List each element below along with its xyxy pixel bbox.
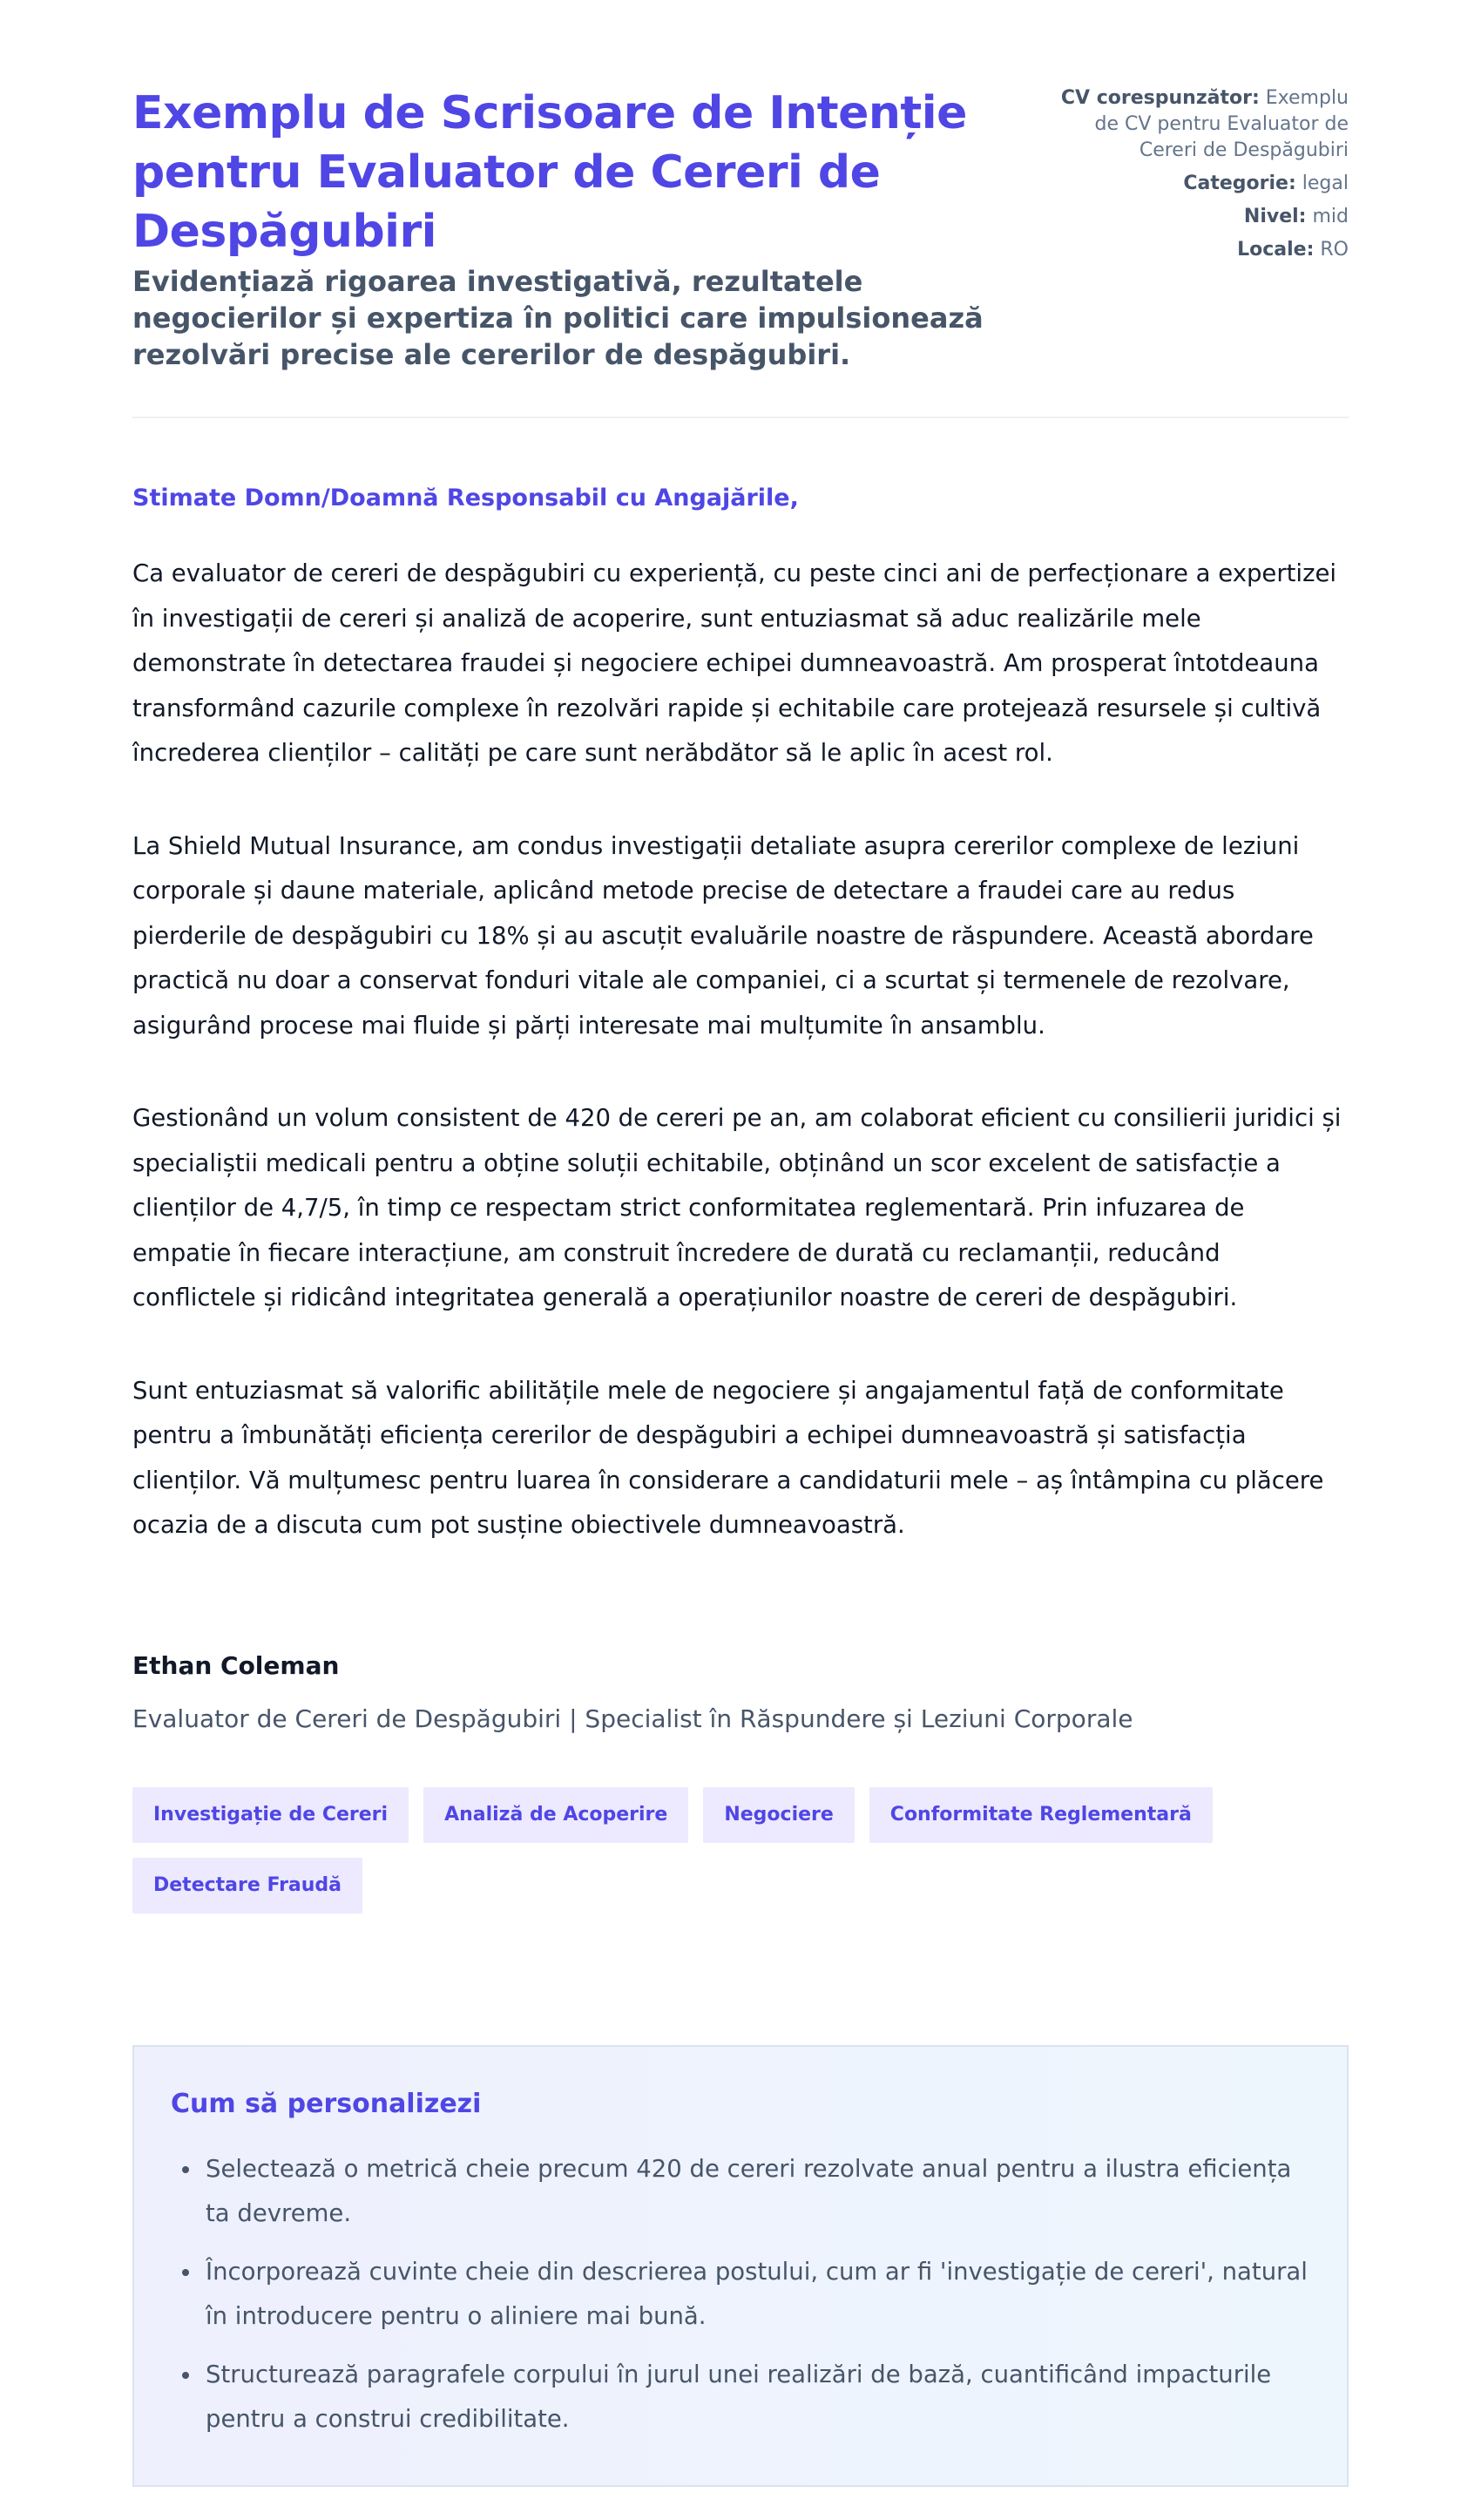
meta-cv-label: CV corespunzător: — [1060, 87, 1260, 109]
tips-list — [171, 2147, 1310, 2442]
title-block — [132, 84, 986, 373]
meta-locale — [1035, 237, 1349, 263]
tips-title: Cum să personalizezi — [171, 2088, 482, 2119]
letter-paragraph-1: Ca evaluator de cereri de despăgubiri cu experiență, cu peste cinci ani de perfecționare a expertizei în investigații de cereri și analiză de acoperire, sunt entuziasmat să aduc realizările mele demonstrate în detectarea fraudei și negociere echipei dumneavoastră. Am prosperat întotdeauna transformând cazurile complexe în rezolvări rapide și echitabile care protejează resursele și cultivă încrederea clienților – calități pe care sunt nerăbdător să le aplic în acest rol. — [132, 559, 1337, 767]
skill-tag: Investigație de Cereri — [132, 1787, 409, 1843]
meta-cv — [1035, 85, 1349, 164]
page-subtitle: Evidențiază rigoarea investigativă, rezultatele negocierilor și expertiza în politici care impulsionează rezolvări precise ale cererilor de despăgubiri. — [132, 265, 984, 371]
meta-category — [1035, 171, 1349, 197]
tip-item: • Structurează paragrafele corpului în jurul unei realizări de bază, cuantificând impacturile pentru a construi credibilitate. — [202, 2353, 1310, 2442]
meta-panel — [1035, 84, 1349, 373]
meta-level — [1035, 204, 1349, 230]
letter-paragraph-4: Sunt entuziasmat să valorific abilitățile mele de negociere și angajamentul față de conformitate pentru a îmbunătăți eficiența cererilor de despăgubiri a echipei dumneavoastră și satisfacția clienților. Vă mulțumesc pentru luarea în considerare a candidaturii mele – aș întâmpina cu plăcere ocazia de a discuta cum pot susține obiectivele dumneavoastră. — [132, 1376, 1324, 1539]
page-title: Exemplu de Scrisoare de Intenție pentru Evaluator de Cereri de Despăgubiri — [132, 87, 967, 258]
header-divider — [132, 417, 1349, 418]
tip-item: • Selectează o metrică cheie precum 420 de cereri rezolvate anual pentru a ilustra eficiența ta devreme. — [202, 2147, 1310, 2236]
meta-level-label: Nivel: — [1243, 206, 1307, 227]
letter-paragraph-2: La Shield Mutual Insurance, am condus investigații detaliate asupra cererilor complexe de leziuni corporale și daune materiale, aplicând metode precise de detectare a fraudei care au redus pierderile de despăgubiri cu 18% și au ascuțit evaluările noastre de răspundere. Această abordare practică nu doar a conservat fonduri vitale ale companiei, ci a scurtat și termenele de rezolvare, asigurând procese mai fluide și părți interesate mai mulțumite în ansamblu. — [132, 831, 1314, 1040]
salutation: Stimate Domn/Doamnă Responsabil cu Angajările, — [132, 484, 799, 511]
meta-category-label: Categorie: — [1183, 173, 1296, 194]
meta-level-value: mid — [1312, 206, 1349, 227]
letter-paragraph-3: Gestionând un volum consistent de 420 de cereri pe an, am colaborat eficient cu consilierii juridici și specialiștii medicali pentru a obține soluții echitabile, obținând un scor excelent de satisfacție a clienților de 4,7/5, în timp ce respectam strict conformitatea reglementară. Prin infuzarea de empatie în fiecare interacțiune, am construit încredere de durată cu reclamanții, reducând conflictele și ridicând integritatea generală a operațiunilor noastre de cereri de despăgubiri. — [132, 1104, 1342, 1311]
meta-category-value: legal — [1302, 173, 1349, 194]
skill-tag: Analiză de Acoperire — [423, 1787, 688, 1843]
letter-body — [132, 484, 1349, 1733]
signature-title: Evaluator de Cereri de Despăgubiri | Specialist în Răspundere și Leziuni Corporale — [132, 1704, 1133, 1733]
meta-locale-value: RO — [1320, 239, 1349, 261]
meta-cv-value: Exemplu de CV pentru Evaluator de Cereri de Despăgubiri — [1094, 87, 1349, 161]
signature-name: Ethan Coleman — [132, 1650, 340, 1680]
skill-tag: Negociere — [703, 1787, 854, 1843]
tip-item: • Încorporează cuvinte cheie din descrierea postului, cum ar fi 'investigație de cereri', natural în introducere pentru o aliniere mai bună. — [202, 2250, 1310, 2339]
skill-tag: Conformitate Reglementară — [869, 1787, 1213, 1843]
skill-tags — [132, 1787, 1352, 1928]
page-header — [132, 0, 1349, 373]
skill-tag: Detectare Fraudă — [132, 1858, 362, 1914]
customization-tips-box — [132, 2045, 1349, 2487]
meta-locale-label: Locale: — [1237, 239, 1315, 261]
